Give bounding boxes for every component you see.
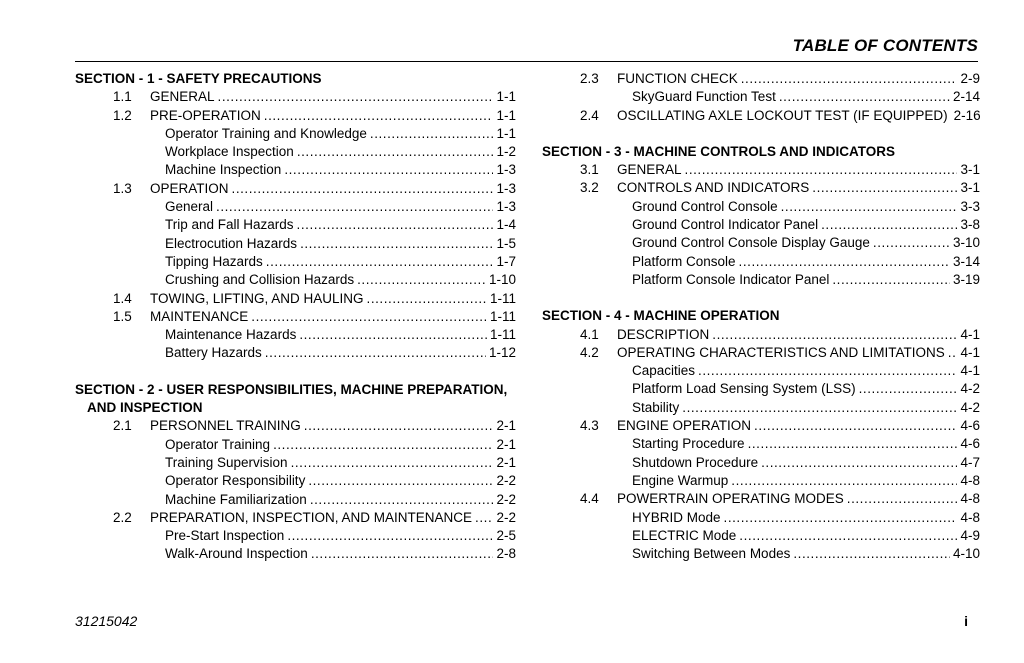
dot-leader (873, 234, 950, 252)
toc-entry[interactable] (75, 88, 516, 106)
toc-entry-title: Operator Training (165, 436, 271, 452)
toc-entry-title: ENGINE OPERATION (617, 418, 752, 434)
toc-entry-title: Ground Control Console Display Gauge (632, 235, 870, 251)
toc-entry-title: Operator Training and Knowledge (165, 125, 367, 141)
dot-leader (310, 491, 494, 509)
toc-entry-page: 1-3 (496, 199, 516, 215)
toc-entry-title: Electrocution Hazards (165, 235, 298, 251)
dot-leader (832, 271, 950, 289)
toc-entry[interactable] (75, 290, 516, 308)
toc-entry-page: 4-2 (960, 399, 980, 415)
toc-entry-number: 1.4 (113, 290, 132, 306)
toc-entry-title: OPERATION (150, 180, 229, 196)
toc-entry[interactable] (542, 362, 980, 380)
toc-entry-page: 1-7 (496, 253, 516, 269)
toc-entry-title: OSCILLATING AXLE LOCKOUT TEST (IF EQUIPPED) (617, 107, 948, 123)
section-heading (75, 381, 516, 418)
toc-entry-page: 2-9 (960, 71, 980, 86)
toc-entry[interactable] (75, 326, 516, 344)
toc-entry-number: 1.1 (113, 89, 132, 105)
toc-entry[interactable] (75, 253, 516, 271)
toc-entry-page: 3-1 (960, 162, 980, 178)
toc-entry[interactable] (542, 454, 980, 472)
toc-entry-number: 3.2 (580, 180, 599, 196)
toc-entry-page: 4-2 (960, 381, 980, 397)
dot-leader (266, 253, 494, 271)
toc-entry-number: 1.3 (113, 180, 132, 196)
toc-entry-number: 4.3 (580, 418, 599, 434)
section-heading-line: SECTION - 4 - MACHINE OPERATION (542, 308, 780, 324)
dot-leader (311, 545, 494, 563)
section-heading-line: AND INSPECTION (87, 400, 203, 416)
toc-entry-number: 2.1 (113, 418, 132, 434)
section-heading-line: SECTION - 2 - USER RESPONSIBILITIES, MACHINE PREPARATION, (75, 381, 508, 397)
toc-entry-page: 1-10 (488, 272, 516, 288)
dot-leader (739, 253, 950, 271)
toc-entry-page: 1-2 (496, 144, 516, 160)
toc-entry-page: 4-1 (960, 326, 980, 342)
toc-entry-title: General (165, 199, 214, 215)
toc-entry[interactable] (75, 235, 516, 253)
toc-right-column (542, 70, 980, 563)
toc-entry-title: Pre-Start Inspection (165, 528, 285, 544)
dot-leader (698, 362, 957, 380)
toc-left-column (75, 70, 516, 564)
toc-entry[interactable] (75, 143, 516, 161)
toc-entry-page: 2-5 (496, 528, 516, 544)
toc-entry-number: 4.4 (580, 491, 599, 507)
toc-entry-page: 1-11 (489, 290, 516, 306)
toc-entry-page: 1-12 (488, 345, 516, 361)
toc-entry-title: FUNCTION CHECK (617, 71, 738, 86)
toc-entry-title: Switching Between Modes (632, 546, 791, 562)
dot-leader (781, 198, 958, 216)
toc-entry[interactable] (75, 107, 516, 125)
toc-entry-title: Workplace Inspection (165, 144, 294, 160)
toc-entry-number: 3.1 (580, 162, 599, 178)
toc-entry[interactable] (542, 326, 980, 344)
toc-entry-title: Ground Control Indicator Panel (632, 217, 819, 233)
dot-leader (761, 454, 957, 472)
header-divider (75, 61, 978, 62)
toc-entry[interactable] (542, 216, 980, 234)
toc-entry-number: 4.2 (580, 344, 599, 360)
toc-entry[interactable] (75, 509, 516, 527)
dot-leader (948, 344, 958, 362)
toc-entry-title: Stability (632, 399, 680, 415)
toc-entry[interactable] (75, 344, 516, 362)
toc-entry-number: 2.3 (580, 71, 599, 86)
toc-entry[interactable] (75, 454, 516, 472)
dot-leader (367, 290, 487, 308)
document-number: 31215042 (75, 613, 138, 629)
toc-entry[interactable] (542, 198, 980, 216)
toc-entry-title: Training Supervision (165, 454, 288, 470)
toc-entry[interactable] (75, 436, 516, 454)
dot-leader (297, 216, 494, 234)
toc-entry-page: 4-8 (960, 491, 980, 507)
toc-entry-page: 4-1 (960, 363, 980, 379)
toc-entry-number: 2.2 (113, 509, 132, 525)
toc-entry[interactable] (75, 180, 516, 198)
toc-entry-title: DESCRIPTION (617, 326, 710, 342)
toc-entry-title: Trip and Fall Hazards (165, 217, 294, 233)
toc-entry[interactable] (75, 545, 516, 563)
toc-entry-title: ELECTRIC Mode (632, 527, 737, 543)
toc-entry-page: 1-11 (489, 327, 516, 343)
toc-entry[interactable] (75, 527, 516, 545)
dot-leader (712, 326, 957, 344)
toc-entry-title: GENERAL (150, 89, 215, 105)
toc-entry-title: GENERAL (617, 162, 682, 178)
toc-entry-page: 2-1 (496, 418, 516, 434)
dot-leader (748, 435, 958, 453)
toc-entry-title: Platform Load Sensing System (LSS) (632, 381, 856, 397)
toc-entry-title: OPERATING CHARACTERISTICS AND LIMITATIONS (617, 344, 945, 360)
toc-entry-page: 1-4 (496, 217, 516, 233)
dot-leader (218, 88, 494, 106)
toc-entry-page: 3-10 (952, 235, 980, 251)
toc-entry[interactable] (542, 344, 980, 362)
section-gap (542, 289, 980, 307)
toc-entry-page: 1-5 (496, 235, 516, 251)
toc-entry-page: 4-10 (952, 546, 980, 562)
page-number: i (964, 613, 968, 629)
dot-leader (754, 417, 957, 435)
toc-entry[interactable] (75, 125, 516, 143)
dot-leader (287, 527, 493, 545)
dot-leader (291, 454, 494, 472)
toc-entry-page: 2-16 (953, 107, 981, 123)
dot-leader (859, 380, 958, 398)
section-heading-line: SECTION - 1 - SAFETY PRECAUTIONS (75, 71, 322, 86)
dot-leader (739, 527, 957, 545)
dot-leader (793, 545, 950, 563)
toc-entry[interactable] (542, 509, 980, 527)
toc-entry[interactable] (542, 107, 980, 125)
toc-entry[interactable] (75, 161, 516, 179)
toc-entry-title: PERSONNEL TRAINING (150, 418, 301, 434)
toc-entry-title: Starting Procedure (632, 436, 745, 452)
toc-entry-title: Walk-Around Inspection (165, 546, 308, 562)
section-gap (75, 363, 516, 381)
toc-entry-title: PREPARATION, INSPECTION, AND MAINTENANCE (150, 509, 473, 525)
toc-entry[interactable] (542, 399, 980, 417)
dot-leader (685, 161, 958, 179)
toc-entry-title: Capacities (632, 363, 696, 379)
dot-leader (357, 271, 486, 289)
dot-leader (821, 216, 957, 234)
toc-entry-title: TOWING, LIFTING, AND HAULING (150, 290, 364, 306)
toc-entry-page: 4-6 (960, 418, 980, 434)
toc-entry[interactable] (542, 545, 980, 563)
dot-leader (300, 235, 493, 253)
toc-entry-title: MAINTENANCE (150, 308, 249, 324)
toc-entry-page: 2-2 (496, 491, 516, 507)
page-title: TABLE OF CONTENTS (792, 36, 978, 55)
toc-entry-page: 2-2 (496, 509, 516, 525)
dot-leader (682, 399, 957, 417)
dot-leader (731, 472, 957, 490)
toc-entry-page: 1-1 (496, 107, 516, 123)
dot-leader (264, 107, 494, 125)
toc-entry-title: PRE-OPERATION (150, 107, 261, 123)
section-heading (542, 143, 980, 161)
toc-entry[interactable] (75, 216, 516, 234)
dot-leader (232, 180, 494, 198)
dot-leader (299, 326, 487, 344)
toc-entry-page: 4-7 (960, 454, 980, 470)
toc-entry[interactable] (542, 88, 980, 106)
toc-entry[interactable] (75, 417, 516, 435)
toc-entry-page: 4-8 (960, 472, 980, 488)
toc-entry-page: 3-1 (960, 180, 980, 196)
toc-entry[interactable] (75, 271, 516, 289)
toc-entry-title: Ground Control Console (632, 198, 778, 214)
toc-entry-page: 1-1 (496, 89, 516, 105)
toc-entry-page: 2-14 (952, 89, 980, 105)
dot-leader (297, 143, 494, 161)
toc-entry[interactable] (542, 179, 980, 197)
toc-entry-title: Platform Console (632, 253, 736, 269)
toc-entry[interactable] (542, 253, 980, 271)
toc-entry-title: HYBRID Mode (632, 509, 721, 525)
toc-entry[interactable] (75, 491, 516, 509)
dot-leader (284, 161, 493, 179)
toc-entry-page: 2-1 (496, 454, 516, 470)
toc-entry-title: Machine Inspection (165, 162, 282, 178)
toc-entry-page: 1-3 (496, 180, 516, 196)
dot-leader (475, 509, 493, 527)
toc-entry-page: 2-8 (496, 546, 516, 562)
toc-entry-page: 1-3 (496, 162, 516, 178)
toc-entry[interactable] (542, 435, 980, 453)
section-heading (542, 307, 980, 325)
toc-entry-title: Tipping Hazards (165, 253, 263, 269)
toc-entry-page: 3-8 (960, 217, 980, 233)
toc-entry-number: 4.1 (580, 326, 599, 342)
toc-entry-page: 4-1 (960, 344, 980, 360)
toc-entry[interactable] (542, 472, 980, 490)
dot-leader (779, 88, 950, 106)
section-gap (542, 125, 980, 143)
toc-entry[interactable] (542, 70, 980, 88)
toc-entry-page: 1-11 (489, 308, 516, 324)
toc-entry-page: 4-6 (960, 436, 980, 452)
toc-entry-page: 4-8 (960, 509, 980, 525)
toc-entry-title: SkyGuard Function Test (632, 89, 776, 105)
toc-entry-title: Crushing and Collision Hazards (165, 272, 355, 288)
toc-entry[interactable] (542, 271, 980, 289)
toc-entry[interactable] (542, 490, 980, 508)
toc-entry-title: POWERTRAIN OPERATING MODES (617, 491, 844, 507)
toc-entry[interactable] (542, 417, 980, 435)
toc-entry-page: 2-2 (496, 473, 516, 489)
dot-leader (724, 509, 958, 527)
toc-entry-page: 4-9 (960, 527, 980, 543)
toc-entry-page: 1-1 (496, 125, 516, 141)
toc-entry-title: Platform Console Indicator Panel (632, 271, 830, 287)
toc-entry-number: 1.5 (113, 308, 132, 324)
toc-entry[interactable] (542, 527, 980, 545)
toc-entry-title: CONTROLS AND INDICATORS (617, 180, 810, 196)
dot-leader (251, 308, 487, 326)
dot-leader (847, 490, 958, 508)
toc-entry-title: Operator Responsibility (165, 473, 306, 489)
dot-leader (370, 125, 494, 143)
toc-entry-title: Engine Warmup (632, 472, 729, 488)
toc-entry-number: 2.4 (580, 107, 599, 123)
section-heading-line: SECTION - 3 - MACHINE CONTROLS AND INDICATORS (542, 143, 896, 159)
toc-entry[interactable] (542, 380, 980, 398)
toc-entry-title: Maintenance Hazards (165, 327, 297, 343)
toc-entry[interactable] (542, 161, 980, 179)
toc-entry-page: 2-1 (496, 436, 516, 452)
dot-leader (741, 70, 958, 88)
dot-leader (265, 344, 486, 362)
toc-entry[interactable] (75, 472, 516, 490)
dot-leader (304, 417, 494, 435)
toc-entry-page: 3-14 (952, 253, 980, 269)
toc-entry-title: Machine Familiarization (165, 491, 307, 507)
dot-leader (273, 436, 493, 454)
toc-entry-title: Battery Hazards (165, 345, 262, 361)
dot-leader (812, 179, 957, 197)
toc-entry-page: 3-19 (952, 271, 980, 287)
toc-entry-number: 1.2 (113, 107, 132, 123)
toc-entry-page: 3-3 (960, 198, 980, 214)
dot-leader (216, 198, 493, 216)
dot-leader (308, 472, 493, 490)
section-heading (75, 70, 516, 88)
toc-entry[interactable] (542, 234, 980, 252)
toc-entry[interactable] (75, 198, 516, 216)
toc-entry-title: Shutdown Procedure (632, 454, 759, 470)
toc-entry[interactable] (75, 308, 516, 326)
